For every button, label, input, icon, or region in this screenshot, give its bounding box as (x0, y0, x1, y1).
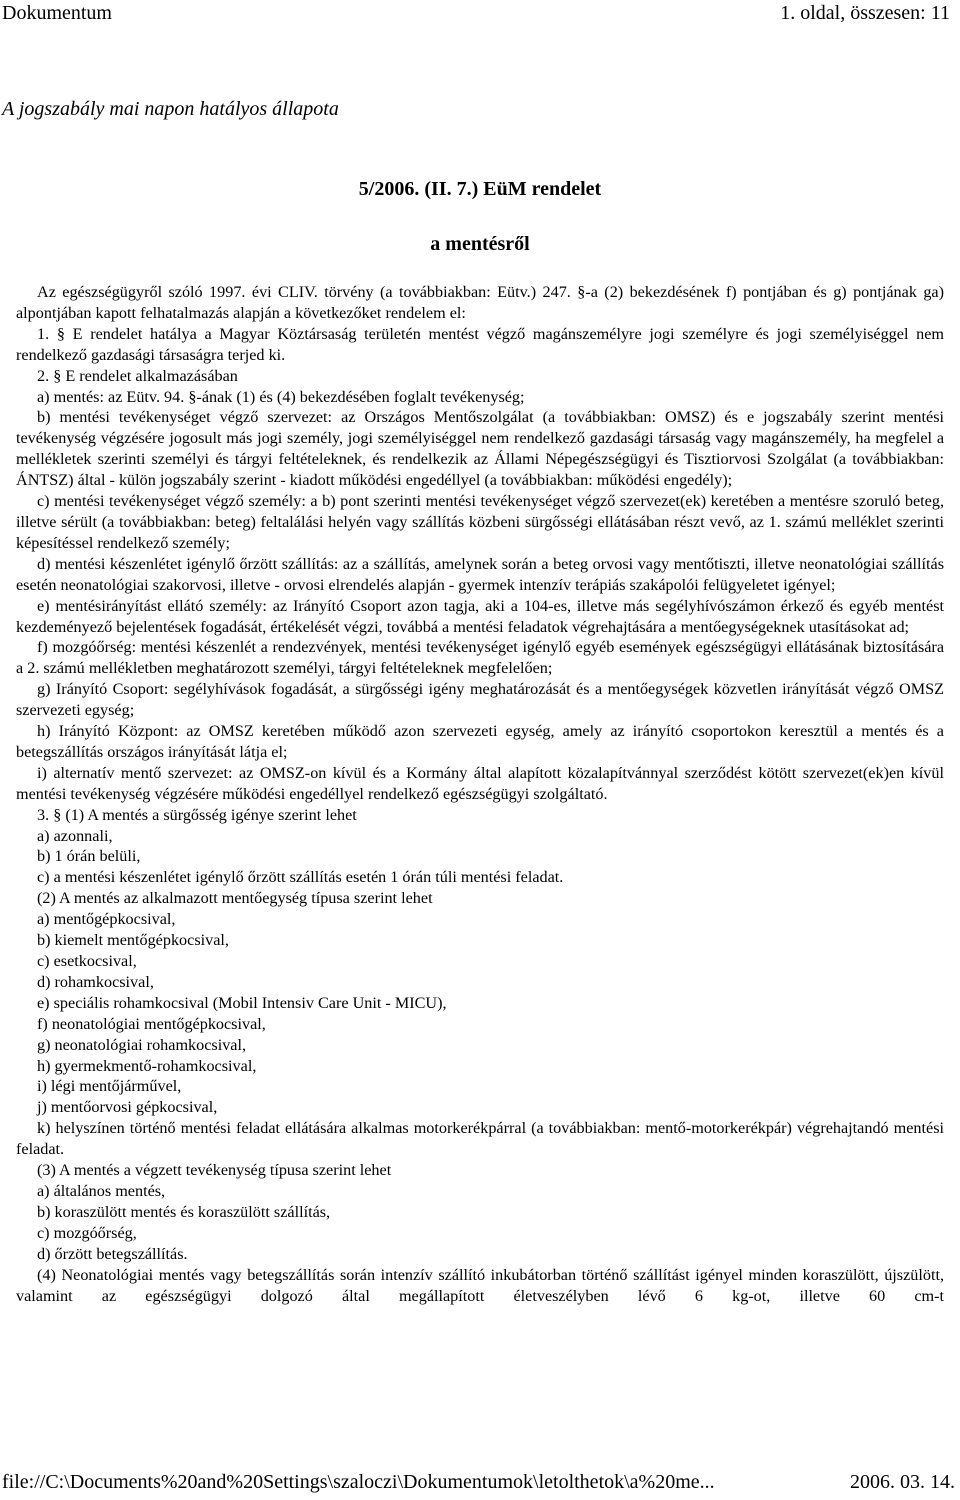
list-item: g) neonatológiai rohamkocsival, (37, 1035, 247, 1054)
section-3-4-paragraph: (4) Neonatológiai mentés vagy betegszállítás során intenzív szállító inkubátorban történő szállítást igényel minden koraszülött, újszülött, valamint az egészségügyi dolgozó által megállapított életveszélyben lévő 6 kg-ot, illetve 60 cm-t (16, 1265, 944, 1305)
list-item: d) őrzött betegszállítás. (37, 1244, 188, 1263)
list-item: a) általános mentés, (37, 1181, 166, 1200)
preamble-paragraph: Az egészségügyről szóló 1997. évi CLIV. törvény (a továbbiakban: Eütv.) 247. §-a (2) bekezdésének f) pontjában és g) pontjának ga) alpontjában kapott felhatalmazás alapján a következőket rendelem el: (16, 283, 944, 322)
section-3-2-paragraph: (2) A mentés az alkalmazott mentőegység típusa szerint lehet (37, 889, 433, 908)
current-state-note: A jogszabály mai napon hatályos állapota (2, 98, 339, 120)
definition-d: d) mentési készenlétet igénylő őrzött szállítás: az a szállítás, amelynek során a beteg orvosi vagy mentőtiszti, illetve neonatológiai szállítás esetén neonatológiai szakorvosi, illetve - orvosi elrendelés alapján - gyermek intenzív terápiás szakápolói felügyeletet igényel; (16, 554, 944, 594)
section-3-paragraph: 3. § (1) A mentés a sürgősség igénye szerint lehet (37, 805, 357, 824)
definition-b: b) mentési tevékenységet végző szervezet: az Országos Mentőszolgálat (a továbbiakban: OMSZ) és e jogszabály szerint mentési tevékenység végzésére jogosult más jogi személy, jogi személyiséggel nem rendelkező gazdasági társaság vagy magánszemély, ha megfelel a mellékletek szerinti személyi és tárgyi feltételeknek, és rendelkezik az Állami Népegészségügyi és Tisztiorvosi Szolgálat (a továbbiakban: ÁNTSZ) által - külön jogszabály szerint - kiadott működési engedéllyel (a továbbiakban: működési engedély); (16, 408, 944, 490)
definition-h: h) Irányító Központ: az OMSZ keretében működő azon szervezeti egység, amely az irányító csoportokon keresztül a mentés és a betegszállítás országos irányítását látja el; (16, 722, 944, 761)
list-item: a) azonnali, (37, 826, 113, 845)
definition-f: f) mozgóőrség: mentési készenlét a rendezvények, mentési tevékenységet igénylő egyéb események egészségügyi ellátásának biztosítására a 2. számú mellékletben meghatározott személyi, tárgyi feltételeknek megfelelően; (16, 638, 944, 678)
page-header (0, 0, 960, 28)
list-item: k) helyszínen történő mentési feladat ellátására alkalmas motorkerékpárral (a továbbiakban: mentő-motorkerékpár) végrehajtandó mentési feladat. (16, 1119, 944, 1159)
definition-g: g) Irányító Csoport: segélyhívások fogadását, a sürgősségi igény meghatározását és a mentőegységek közvetlen irányítását végző OMSZ szervezeti egység; (16, 680, 944, 720)
list-item: b) kiemelt mentőgépkocsival, (37, 931, 229, 950)
header-document-label: Dokumentum (2, 2, 112, 24)
list-item: d) rohamkocsival, (37, 972, 154, 991)
list-item: i) légi mentőjárművel, (37, 1077, 182, 1096)
section-1-paragraph: 1. § E rendelet hatálya a Magyar Köztársaság területén mentést végző magánszemélyre jogi személyre és jogi személyiséggel nem rendelkező gazdasági társaságra terjed ki. (16, 324, 944, 364)
footer-date: 2006. 03. 14. (850, 1471, 955, 1493)
definition-e: e) mentésirányítást ellátó személy: az Irányító Csoport azon tagja, aki a 104-es, illetve más segélyhívószámon érkező és egyéb mentést kezdeményező bejelentések fogadását, értékelését végzi, továbbá a mentési feladatok végrehajtására a mentőegységeknek utasításokat ad; (16, 596, 944, 636)
header-page-counter: 1. oldal, összesen: 11 (780, 2, 950, 24)
section-3-3-paragraph: (3) A mentés a végzett tevékenység típusa szerint lehet (37, 1161, 392, 1180)
definition-c: c) mentési tevékenységet végző személy: a b) pont szerinti mentési tevékenységet végző szervezet(ek) keretében a mentésre szoruló beteg, illetve sérült (a továbbiakban: beteg) feltalálási helyén vagy szállítás közbeni sürgősségi ellátásában részt vevő, az 1. számú melléklet szerinti képesítéssel rendelkező személy; (16, 492, 944, 552)
list-item: j) mentőorvosi gépkocsival, (37, 1098, 218, 1117)
footer-file-path: file://C:\Documents%20and%20Settings\szaloczi\Dokumentumok\letolthetok\a%20me... (2, 1471, 715, 1493)
list-item: a) mentőgépkocsival, (37, 910, 176, 929)
section-2-paragraph: 2. § E rendelet alkalmazásában (37, 366, 238, 385)
list-item: b) koraszülött mentés és koraszülött szállítás, (37, 1202, 331, 1221)
document-title: 5/2006. (II. 7.) EüM rendelet (358, 178, 602, 200)
list-item: c) mozgóőrség, (37, 1223, 137, 1242)
list-item: h) gyermekmentő-rohamkocsival, (37, 1056, 257, 1075)
definition-i: i) alternatív mentő szervezet: az OMSZ-on kívül és a Kormány által alapított közalapítvánnyal szerződést kötött szervezet(ek)en kívül mentési tevékenység végzésére működési engedéllyel rendelkező egészségügyi szolgáltató. (16, 763, 944, 803)
list-item: c) esetkocsival, (37, 952, 137, 970)
list-item: c) a mentési készenlétet igénylő őrzött szállítás esetén 1 órán túli mentési feladat. (37, 868, 564, 887)
document-subtitle: a mentésről (430, 233, 530, 255)
list-item: e) speciális rohamkocsival (Mobil Intensiv Care Unit - MICU), (37, 993, 447, 1012)
list-item: f) neonatológiai mentőgépkocsival, (37, 1014, 266, 1033)
definition-a: a) mentés: az Eütv. 94. §-ának (1) és (4) bekezdésében foglalt tevékenység; (37, 387, 525, 406)
page-footer (0, 1470, 960, 1498)
document-body (16, 282, 944, 1306)
list-item: b) 1 órán belüli, (37, 847, 141, 866)
